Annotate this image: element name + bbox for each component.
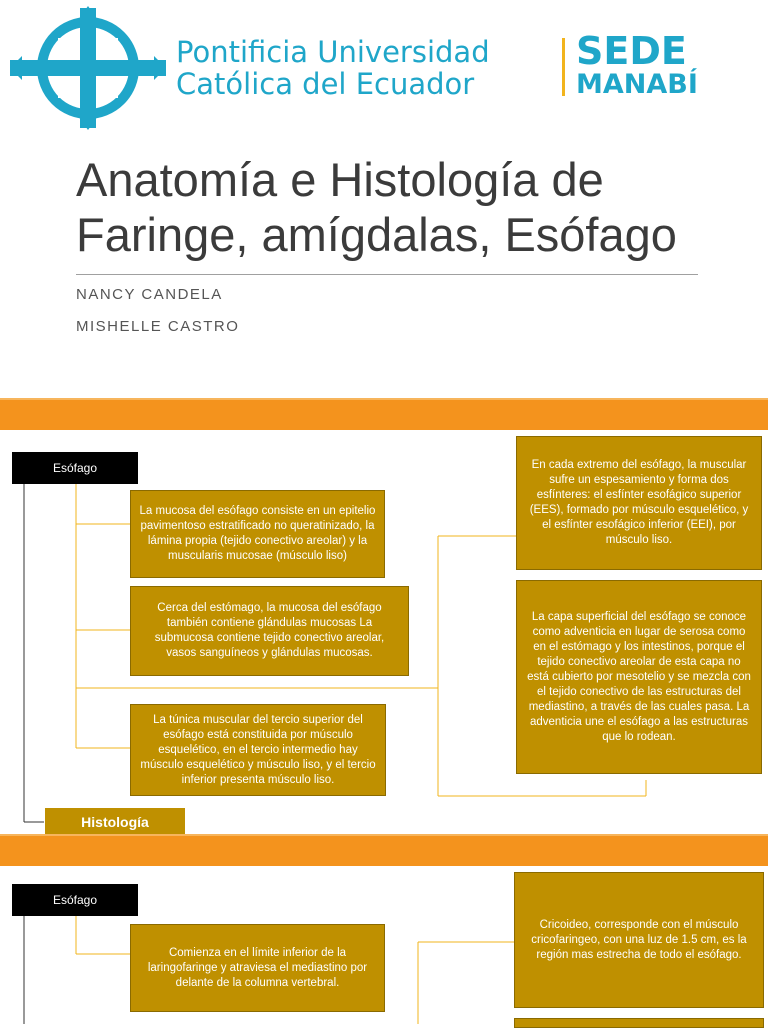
inicio-box: Comienza en el límite inferior de la laringofaringe y atraviesa el mediastino por delante de la columna vertebral.	[130, 924, 385, 1012]
slide-title	[76, 152, 677, 262]
cricoideo-box: Cricoideo, corresponde con el músculo cricofaringeo, con una luz de 1.5 cm, es la región mas estrecha de todo el esófago.	[514, 872, 764, 1008]
campus-name	[576, 29, 698, 100]
university-name	[176, 36, 490, 100]
muscular-box: La túnica muscular del tercio superior del esófago está constituida por músculo esquelético, en el tercio intermedio hay músculo esquelético y músculo liso, y el tercio inferior presenta músculo liso.	[130, 704, 386, 796]
logo-divider	[562, 38, 565, 96]
university-emblem-icon	[10, 6, 166, 130]
campus-name-line2: MANABÍ	[576, 69, 698, 100]
campus-name-line1: SEDE	[576, 29, 687, 73]
next-box-partial	[514, 1018, 764, 1028]
university-name-line1: Pontificia Universidad	[176, 35, 490, 69]
title-divider	[76, 274, 698, 275]
author-2: MISHELLE CASTRO	[76, 318, 240, 335]
mucosa-box: La mucosa del esófago consiste en un epitelio pavimentoso estratificado no queratinizado, la lámina propia (tejido conectivo areolar) y la muscularis mucosae (músculo liso)	[130, 490, 385, 578]
slide-title-line1: Anatomía e Histología de	[76, 153, 604, 206]
esfinteres-box: En cada extremo del esófago, la muscular sufre un espesamiento y forma dos esfínteres: el esfínter esofágico superior (EES), formado por músculo esquelético, y el esfínter esofágico inferior (EEI), por músculo liso.	[516, 436, 762, 570]
university-name-line2: Católica del Ecuador	[176, 67, 475, 101]
adventicia-box: La capa superficial del esófago se conoce como adventicia en lugar de serosa como en el estómago y los intestinos, porque el tejido conectivo areolar de esta capa no está cubierto por mesotelio y se mezcla con el tejido conectivo de las estructuras del mediastino, a través de las cuales pasa. La adventicia une el esófago a las estructuras que lo rodean.	[516, 580, 762, 774]
slide-header-band-2	[0, 836, 768, 866]
submucosa-box: Cerca del estómago, la mucosa del esófago también contiene glándulas mucosas La submucosa contiene tejido conectivo areolar, vasos sanguíneos y glándulas mucosas.	[130, 586, 409, 676]
root-node-esofago: Esófago	[12, 452, 138, 484]
author-1: NANCY CANDELA	[76, 286, 223, 303]
root-node-esofago-2: Esófago	[12, 884, 138, 916]
section-label-histologia: Histología	[45, 808, 185, 836]
slide-title-line2: Faringe, amígdalas, Esófago	[76, 208, 677, 261]
slide-header-band	[0, 400, 768, 430]
